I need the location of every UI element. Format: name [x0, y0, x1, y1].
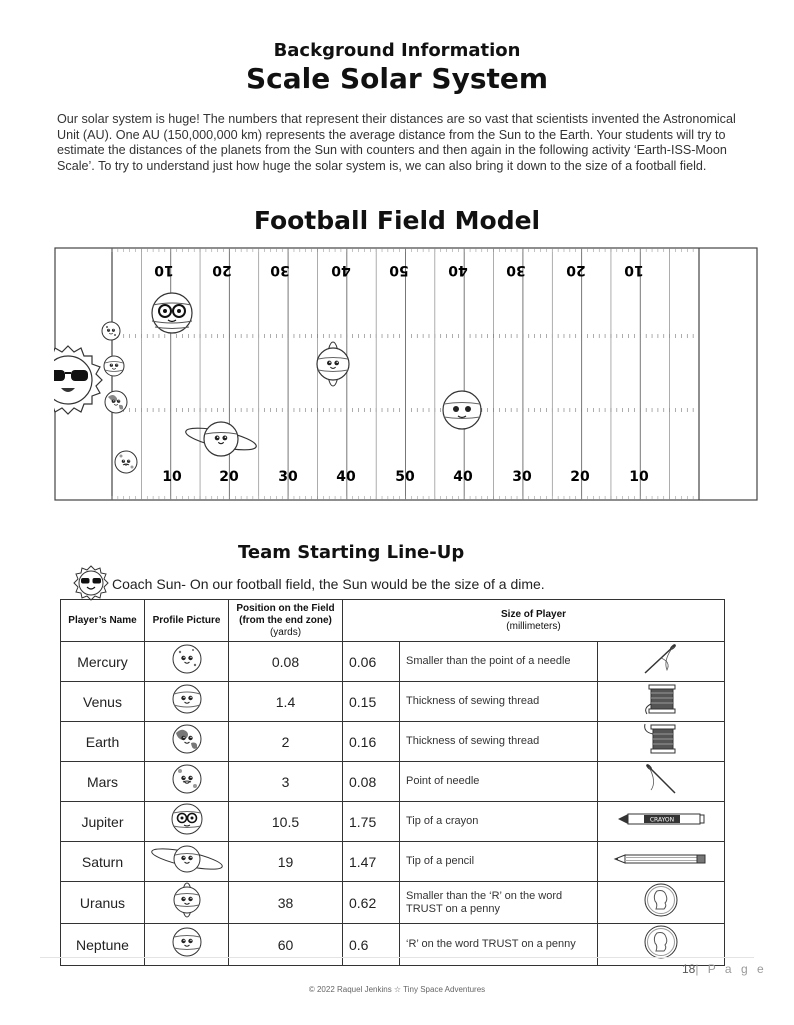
field-position: 10.5: [229, 802, 343, 842]
header-position-unit: (yards): [269, 626, 302, 638]
bottom-yard-number: 20: [570, 469, 590, 485]
top-yard-numbers: [154, 262, 644, 278]
size-description: ‘R’ on the word TRUST on a penny: [400, 924, 598, 966]
pencil-icon: [613, 852, 709, 866]
table-row: [61, 762, 725, 802]
section-subtitle: Background Information: [273, 40, 521, 61]
needle-icon: [641, 642, 681, 676]
field-position: 60: [229, 924, 343, 966]
header-size-label: Size of Player: [501, 608, 567, 620]
crayon-label: CRAYON: [649, 816, 675, 824]
planet-name: Uranus: [61, 882, 145, 924]
profile-picture: [145, 842, 229, 882]
header-size: [343, 600, 725, 642]
profile-picture: [145, 882, 229, 924]
field-position: 3: [229, 762, 343, 802]
uranus-icon: [170, 882, 204, 918]
player-size: 0.6: [343, 924, 400, 966]
bottom-yard-number: 50: [395, 469, 415, 485]
crayon-icon: [616, 809, 706, 829]
copyright: © 2022 Raquel Jenkins ☆ Tiny Space Adventures: [308, 985, 486, 994]
thread-spool-icon: [641, 682, 681, 716]
field-position: 38: [229, 882, 343, 924]
size-comparison-image: [598, 802, 725, 842]
mercury-icon: [102, 322, 120, 340]
bottom-yard-number: 40: [336, 469, 356, 485]
player-size: 1.47: [343, 842, 400, 882]
needle-icon: [641, 762, 681, 796]
planet-name: Neptune: [61, 924, 145, 966]
saturn-icon: [147, 842, 227, 876]
field-title: Football Field Model: [253, 206, 541, 235]
page-number-value: 18: [682, 962, 696, 976]
size-description: Smaller than the ‘R’ on the word TRUST on a penny: [400, 882, 598, 924]
bottom-yard-number: 10: [629, 469, 649, 485]
top-yard-number: 10: [154, 262, 174, 278]
planet-name: Earth: [61, 722, 145, 762]
profile-picture: [145, 762, 229, 802]
planet-name: Jupiter: [61, 802, 145, 842]
header-picture: Profile Picture: [145, 600, 229, 642]
thread-spool-icon: [641, 722, 681, 756]
size-comparison-image: [598, 642, 725, 682]
size-description: Tip of a pencil: [400, 842, 598, 882]
yard-lines: [112, 248, 699, 500]
bottom-yard-number: 20: [219, 469, 239, 485]
earth-icon: [105, 391, 127, 413]
table-row: [61, 882, 725, 924]
lineup-table: [60, 599, 725, 966]
player-size: 1.75: [343, 802, 400, 842]
table-row: [61, 722, 725, 762]
top-yard-number: 30: [270, 262, 290, 278]
field-position: 2: [229, 722, 343, 762]
header-size-unit: (millimeters): [506, 620, 561, 632]
coach-sun-icon: [73, 565, 109, 601]
page-title: Scale Solar System: [245, 62, 549, 95]
player-size: 0.62: [343, 882, 400, 924]
top-yard-number: 50: [389, 262, 409, 278]
table-row: [61, 642, 725, 682]
planet-name: Mercury: [61, 642, 145, 682]
mars-icon: [170, 762, 204, 796]
size-comparison-image: [598, 924, 725, 966]
page-number: [682, 962, 767, 976]
neptune-icon: [443, 391, 481, 429]
planet-name: Saturn: [61, 842, 145, 882]
top-yard-number: 40: [448, 262, 468, 278]
mercury-icon: [170, 642, 204, 676]
planet-name: Venus: [61, 682, 145, 722]
player-size: 0.08: [343, 762, 400, 802]
top-yard-number: 10: [624, 262, 644, 278]
header-position: [229, 600, 343, 642]
profile-picture: [145, 642, 229, 682]
size-comparison-image: [598, 762, 725, 802]
mars-icon: [115, 451, 137, 473]
lineup-title: Team Starting Line-Up: [238, 542, 465, 563]
bottom-yard-number: 40: [453, 469, 473, 485]
size-description: Thickness of sewing thread: [400, 682, 598, 722]
table-row: [61, 924, 725, 966]
size-description: Smaller than the point of a needle: [400, 642, 598, 682]
top-yard-number: 40: [331, 262, 351, 278]
profile-picture: [145, 924, 229, 966]
top-yard-number: 20: [212, 262, 232, 278]
venus-icon: [104, 356, 124, 376]
size-description: Point of needle: [400, 762, 598, 802]
table-row: [61, 682, 725, 722]
profile-picture: [145, 802, 229, 842]
size-comparison-image: [598, 882, 725, 924]
size-description: Thickness of sewing thread: [400, 722, 598, 762]
page-label: | P a g e: [695, 962, 767, 976]
neptune-icon: [170, 925, 204, 959]
player-size: 0.15: [343, 682, 400, 722]
coach-text: Coach Sun- On our football field, the Sun would be the size of a dime.: [112, 576, 545, 592]
table-row: [61, 802, 725, 842]
table-header-row: [61, 600, 725, 642]
footer-divider: [40, 957, 754, 958]
bottom-yard-number: 30: [512, 469, 532, 485]
earth-icon: [170, 722, 204, 756]
header-name: Player’s Name: [61, 600, 145, 642]
jupiter-icon: [169, 802, 205, 836]
intro-paragraph: Our solar system is huge! The numbers that represent their distances are so vast that scientists invented the Astronomical Unit (AU). One AU (150,000,000 km) represents the average distance from the Sun to the Earth. Your students will try to estimate the distances of the planets from the Sun with counters and then again in the following activity ‘Earth-ISS-Moon Scale’. To try to understand just how huge the solar system is, we can also bring it down to the size of a football field.: [57, 112, 736, 173]
top-yard-number: 20: [566, 262, 586, 278]
field-position: 1.4: [229, 682, 343, 722]
size-description: Tip of a crayon: [400, 802, 598, 842]
bottom-yard-number: 10: [162, 469, 182, 485]
penny-icon: [643, 882, 679, 918]
bottom-yard-number: 30: [278, 469, 298, 485]
header-position-label: Position on the Field (from the end zone): [236, 602, 335, 626]
size-comparison-image: [598, 682, 725, 722]
planet-name: Mars: [61, 762, 145, 802]
bottom-yard-numbers: [162, 469, 649, 485]
jupiter-icon: [152, 293, 192, 333]
field-position: 19: [229, 842, 343, 882]
top-yard-number: 30: [506, 262, 526, 278]
size-comparison-image: [598, 722, 725, 762]
profile-picture: [145, 722, 229, 762]
football-field: [54, 244, 758, 502]
player-size: 0.16: [343, 722, 400, 762]
size-comparison-image: [598, 842, 725, 882]
profile-picture: [145, 682, 229, 722]
table-row: [61, 842, 725, 882]
field-position: 0.08: [229, 642, 343, 682]
penny-icon: [643, 924, 679, 960]
player-size: 0.06: [343, 642, 400, 682]
venus-icon: [170, 682, 204, 716]
